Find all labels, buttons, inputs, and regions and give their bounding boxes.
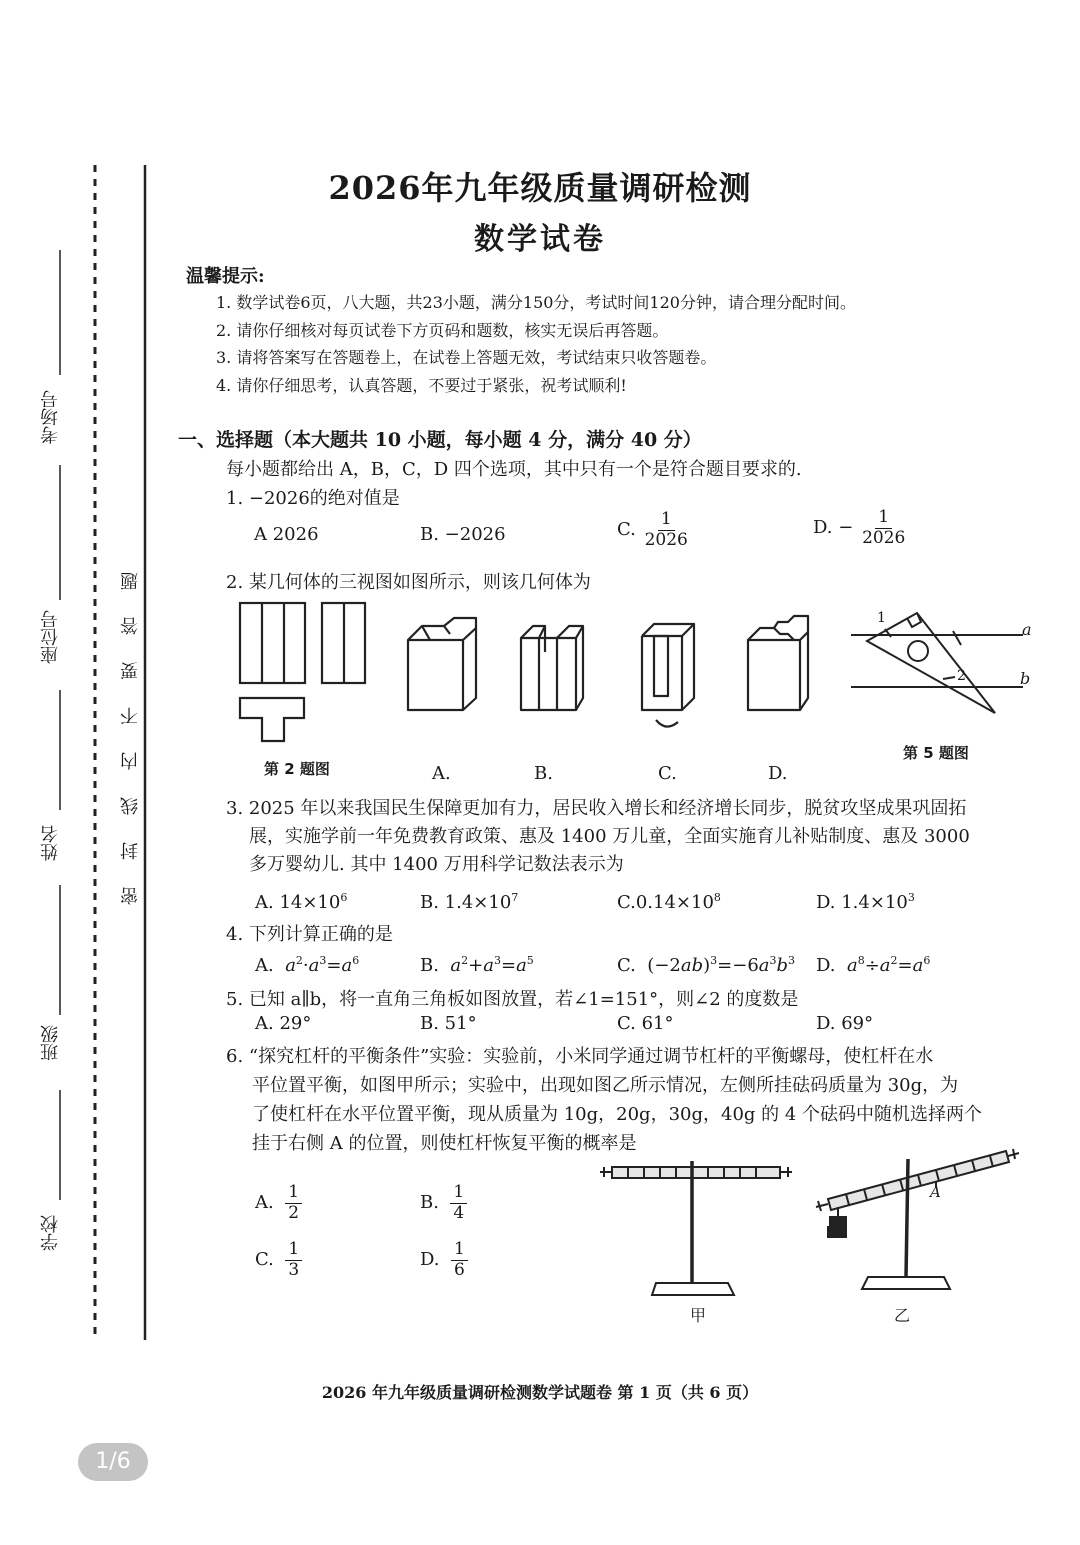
page-footer: 2026 年九年级质量调研检测数学试题卷 第 1 页（共 6 页） [321,1383,759,1402]
q2-stem: 2. 某几何体的三视图如图所示，则该几何体为 [226,572,591,593]
q2-figure-caption: 第 2 题图 [264,760,330,778]
q4-option-b-label: B. [420,955,439,976]
angle-label-2: 2 [957,668,966,684]
figure-label-yi: 乙 [894,1306,911,1325]
line-label-b: b [1020,669,1031,688]
q1-option-a: A 2026 [254,524,319,545]
q3-line: 多万婴幼儿. 其中 1400 万用科学记数法表示为 [249,854,624,875]
q5-option-d: D. 69° [816,1013,874,1034]
q1-option-c [617,510,691,550]
lever-figure-yi [808,1145,1023,1305]
q3-option-c [617,891,721,913]
q3-option-b [420,891,518,913]
solid-option-d-figure [740,612,820,714]
fraction-numerator: 1 [451,1240,468,1261]
fraction-denominator: 2026 [644,529,688,550]
field-class: 班级 [40,1025,61,1061]
tips-heading: 温馨提示: [186,266,265,287]
solid-option-c-figure [632,612,712,737]
q4-option-d-label: D. [816,955,836,976]
q6-option-label: A. [255,1192,274,1214]
seal-line-text: 密封线内不要答题 [120,545,141,905]
q6-option-d [420,1240,468,1280]
section-instruction: 每小题都给出 A，B，C，D 四个选项，其中只有一个是符合题目要求的. [226,459,802,480]
q3-option-b-exp: 7 [511,891,519,904]
negative-sign: − [838,517,854,539]
q2-option-b: B. [534,763,553,784]
exam-title: 2026年九年级质量调研检测 [328,169,752,207]
field-seat-number: 座位号 [40,610,61,664]
field-exam-room: 考场号 [40,390,61,444]
q5-option-c: C. 61° [617,1013,674,1034]
lever-figure-jia [598,1155,798,1305]
q5-option-b: B. 51° [420,1013,477,1034]
q4-option-a: A. $a^2\cdot a^3=a^6$ [255,954,360,976]
fraction-denominator: 2 [288,1202,300,1223]
q6-option-c [255,1240,302,1280]
q3-line: 展，实施学前一年免费教育政策、惠及 1400 万儿童，全面实施育儿补贴制度、惠及 3000 [249,826,970,847]
q2-option-c: C. [658,763,677,784]
fraction [859,508,908,548]
tip-item: 4. 请你仔细思考，认真答题，不要过于紧张，祝考试顺利! [216,376,627,395]
q3-option-d-exp: 3 [907,891,915,904]
q3-option-a [255,891,347,913]
angle-label-1: 1 [877,610,886,626]
q3-option-d-base: D. 1.4×10 [816,892,908,913]
solid-option-b-figure [513,612,593,714]
q5-option-a: A. 29° [255,1013,312,1034]
tip-item: 3. 请将答案写在答题卷上，在试卷上答题无效，考试结束只收答题卷。 [216,348,717,367]
figure-label-jia: 甲 [690,1306,707,1325]
q6-line: 6. “探究杠杆的平衡条件”实验：实验前，小米同学通过调节杠杆的平衡螺母，使杠杆在水 [226,1046,934,1067]
q3-line: 3. 2025 年以来我国民生保障更加有力，居民收入增长和经济增长同步，脱贫攻坚成果巩固拓 [226,798,967,819]
q1-option-c-label: C. [617,519,636,541]
q3-option-a-exp: 6 [340,891,348,904]
q2-option-d: D. [768,763,788,784]
tip-item: 2. 请你仔细核对每页试卷下方页码和题数，核实无误后再答题。 [216,321,669,340]
q4-option-b: B. $a^2+a^3=a^5$ [420,954,534,976]
exam-subtitle: 数学试卷 [474,222,606,257]
q6-option-label: C. [255,1249,274,1271]
q4-stem: 4. 下列计算正确的是 [226,924,393,945]
q6-option-label: D. [420,1249,440,1271]
q1-option-d [813,508,908,548]
q4-option-a-label: A. [255,955,274,976]
q6-line: 挂于右侧 A 的位置，则使杠杆恢复平衡的概率是 [252,1133,637,1154]
q5-stem: 5. 已知 a∥b，将一直角三角板如图放置，若∠1=151°，则∠2 的度数是 [226,989,799,1010]
fraction [285,1183,302,1223]
q6-line: 了使杠杆在水平位置平衡，现从质量为 10g，20g，30g，40g 的 4 个砝码中随机选择两个 [252,1104,983,1125]
fraction [642,510,691,550]
q6-line: 平位置平衡，如图甲所示；实验中，出现如图乙所示情况，左侧所挂砝码质量为 30g，为 [252,1075,959,1096]
q4-option-c-label: C. [617,955,636,976]
q6-option-a [255,1183,302,1223]
q5-figure-caption: 第 5 题图 [903,744,969,762]
fraction-denominator: 6 [453,1259,465,1280]
q1-stem: 1. −2026的绝对值是 [226,488,400,509]
q5-parallel-lines-figure [845,605,1045,720]
fraction [450,1183,467,1223]
q3-option-c-base: C.0.14×10 [617,892,714,913]
page-indicator[interactable]: 1/6 [78,1443,148,1481]
q3-option-d [816,891,915,913]
q4-option-d: D. $a^8\div a^2=a^6$ [816,954,931,976]
solid-option-a-figure [400,612,480,714]
fraction-numerator: 1 [450,1183,467,1204]
three-view-figure [232,598,382,753]
q2-option-a: A. [432,763,451,784]
q4-option-c: C. $(-2ab)^3=-6a^3b^3$ [617,954,796,976]
q3-option-c-exp: 8 [713,891,721,904]
fraction [451,1240,468,1280]
q3-option-a-base: A. 14×10 [255,892,341,913]
q1-option-d-label: D. [813,517,833,539]
fraction-numerator: 1 [875,508,892,529]
q6-option-label: B. [420,1192,439,1214]
q6-option-b [420,1183,467,1223]
section-heading: 一、选择题（本大题共 10 小题，每小题 4 分，满分 40 分） [178,429,702,451]
field-school: 学校 [40,1215,61,1251]
q1-option-b: B. −2026 [420,524,506,545]
fraction-numerator: 1 [658,510,675,531]
tip-item: 1. 数学试卷6页，八大题，共23小题，满分150分，考试时间120分钟，请合理分配时间。 [216,293,856,312]
fraction [285,1240,302,1280]
fraction-denominator: 3 [288,1259,300,1280]
line-label-a: a [1022,620,1032,639]
field-name: 姓名 [40,825,61,861]
q3-option-b-base: B. 1.4×10 [420,892,512,913]
point-label-a: A [930,1183,941,1201]
fraction-denominator: 2026 [862,527,906,548]
fraction-numerator: 1 [285,1183,302,1204]
fraction-numerator: 1 [285,1240,302,1261]
fraction-denominator: 4 [453,1202,465,1223]
